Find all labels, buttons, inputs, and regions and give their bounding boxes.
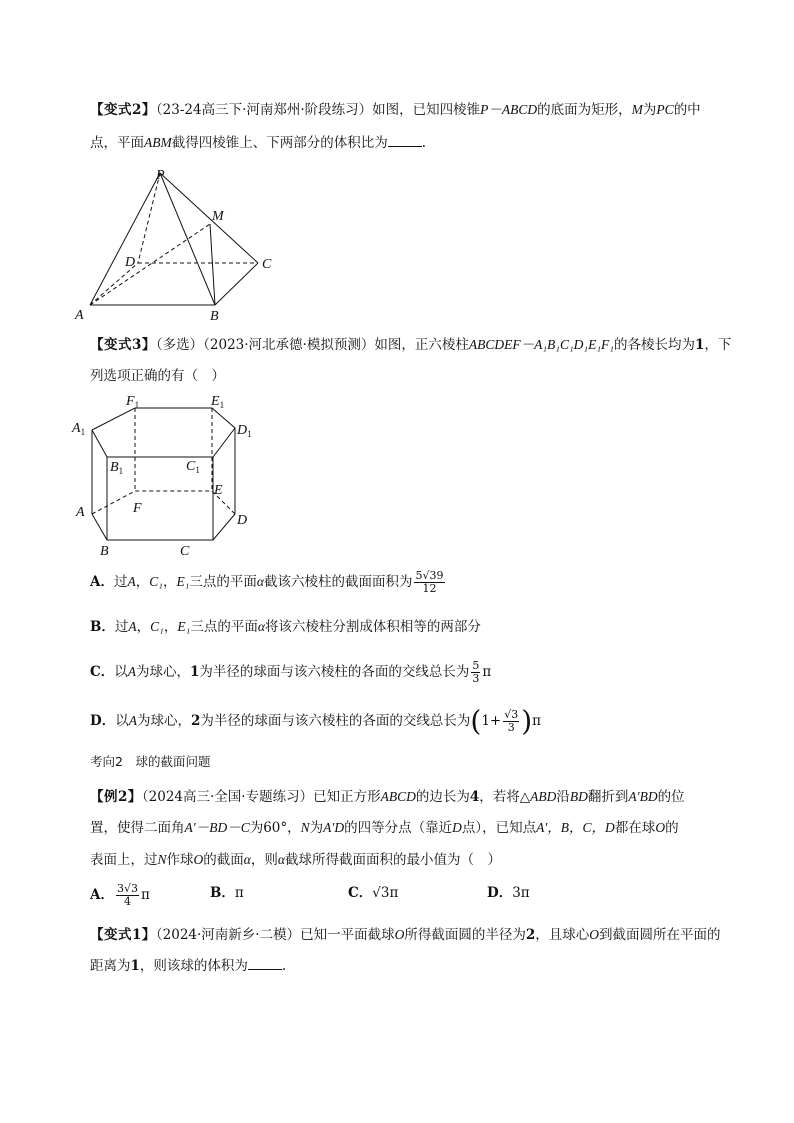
vertex-label-b: B [100, 544, 109, 559]
vertex-label-f1: $F_1$ [126, 394, 140, 410]
example-2-line2: 置，使得二面角A′－BD－C为60°，N为A′D的四等分点（靠近D点），已知点A′，B，C，D都在球O的 [90, 820, 679, 836]
vertex-label-b: B [210, 309, 219, 322]
question-tag: 【变式2】 [90, 102, 156, 118]
vertex-label-b1: $B_1$ [110, 460, 124, 476]
answer-blank [388, 134, 422, 147]
vertex-label-d1: $D_1$ [237, 423, 252, 439]
vertex-label-e1: $E_1$ [211, 394, 225, 410]
vertex-label-d: D [125, 255, 136, 270]
vertex-label-e: E [214, 483, 223, 498]
variant-1-line2: 距离为1，则该球的体积为 . [90, 958, 287, 974]
question-source: （23-24高三下·河南郑州·阶段练习） [155, 102, 373, 118]
example-2-line1: 【例2】（2024高三·全国·专题练习）已知正方形ABCD的边长为4，若将△ABD沿BD翻折到A′BD的位 [90, 789, 685, 805]
question-tag: 【变式3】 [90, 337, 156, 353]
option-c[interactable]: C．以A为球心，1为半径的球面与该六棱柱的各面的交线总长为 $\frac{5}{3}$ π [90, 659, 492, 685]
question-tag: 【变式1】 [90, 927, 156, 943]
fraction: $\frac{3√3}{4}$ [116, 882, 138, 908]
option-a[interactable]: A．过A，C₁，E₁三点的平面α截该六棱柱的截面面积为 $\frac{5√39}{12}$ [90, 569, 444, 595]
ex2-option-b[interactable]: B．π [210, 885, 244, 901]
question-variant-2-line2: 点，平面ABM截得四棱锥上、下两部分的体积比为 . [90, 135, 427, 151]
hexagonal-prism-figure [70, 390, 270, 560]
example-2-line3: 表面上，过N作球O的截面α，则α截球所得截面面积的最小值为（ ） [90, 852, 501, 868]
vertex-label-a: A [75, 308, 84, 322]
question-tag: 【例2】 [90, 789, 142, 805]
option-d[interactable]: D．以A为球心，2为半径的球面与该六棱柱的各面的交线总长为(1+ $\frac{√3}{3}$ )π [90, 704, 542, 738]
question-variant-3-line2: 列选项正确的有（ ） [90, 368, 225, 384]
question-variant-3-line1: 【变式3】（多选）（2023·河北承德·模拟预测）如图，正六棱柱ABCDEF－A₁B₁C₁D₁E₁F₁的各棱长均为1，下 [90, 337, 732, 353]
variant-1-line1: 【变式1】（2024·河南新乡·二模）已知一平面截球O所得截面圆的半径为2，且球心O到截面圆所在平面的 [90, 927, 721, 943]
ex2-option-c[interactable]: C．√3π [348, 885, 399, 901]
vertex-label-p: P [156, 168, 165, 183]
fraction: $\frac{5}{3}$ [472, 659, 480, 685]
option-b[interactable]: B．过A，C₁，E₁三点的平面α将该六棱柱分割成体积相等的两部分 [90, 619, 481, 635]
fraction: $\frac{√3}{3}$ [504, 708, 519, 734]
fraction: $\frac{5√39}{12}$ [415, 569, 444, 595]
vertex-label-c1: $C_1$ [186, 459, 200, 475]
section-title: 考向2 球的截面问题 [90, 754, 211, 769]
vertex-label-f: F [133, 501, 142, 516]
vertex-label-a1: $A_1$ [72, 421, 86, 437]
pyramid-figure [70, 162, 290, 322]
vertex-label-m: M [212, 209, 224, 224]
ex2-option-d[interactable]: D．3π [487, 885, 530, 901]
question-variant-2-line1: 【变式2】（23-24高三下·河南郑州·阶段练习）如图，已知四棱锥P－ABCD的底面为矩形，M为PC的中 [90, 102, 701, 118]
answer-blank [248, 957, 282, 970]
vertex-label-d: D [237, 513, 248, 528]
vertex-label-c: C [180, 544, 190, 559]
ex2-option-a[interactable]: A． $\frac{3√3}{4}$ π [90, 882, 150, 908]
vertex-label-a: A [76, 505, 85, 520]
vertex-label-c: C [262, 257, 272, 272]
